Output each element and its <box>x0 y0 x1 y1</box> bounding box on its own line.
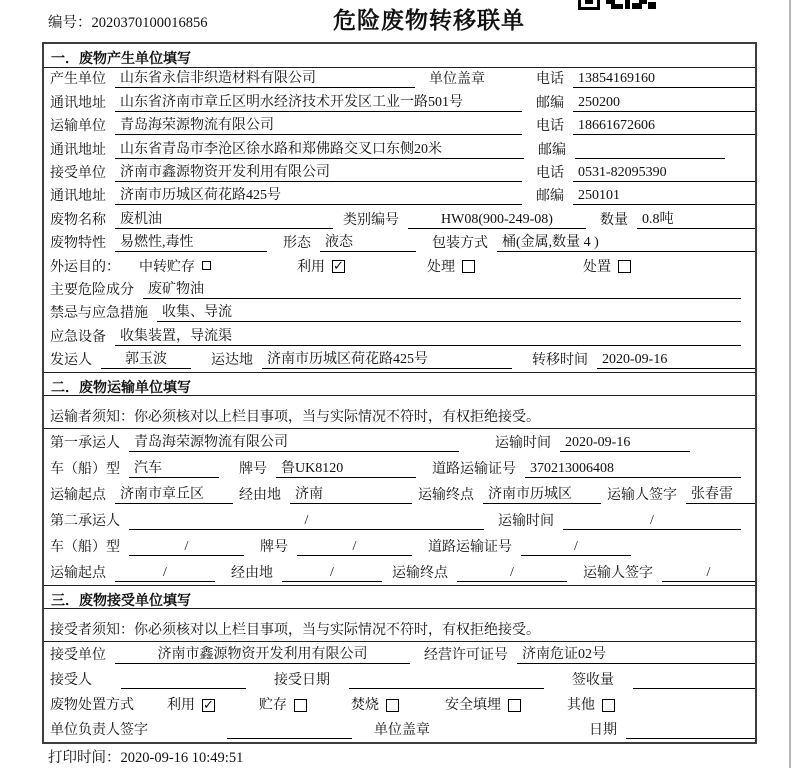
producer-zip-value: 250200 <box>573 95 755 112</box>
field-label: 接受单位 <box>50 165 106 181</box>
field-label: 车（船）型 <box>50 540 120 556</box>
checkbox-label: 处置 <box>583 259 611 275</box>
receiver-phone-value: 0531-82095390 <box>573 165 755 182</box>
field-label: 经营许可证号 <box>424 648 508 664</box>
vehicle-type2-value: / <box>129 539 244 556</box>
form-row-emergency-equipment <box>44 325 755 348</box>
form-row-vehicle-2 <box>44 533 755 559</box>
section-transporter <box>44 372 755 585</box>
disposal-option-storage <box>259 694 307 714</box>
purpose-option-utilize <box>297 256 345 276</box>
receiver-unit-value: 济南市鑫源物资开发利用有限公司 <box>115 161 522 182</box>
shipper-name-value: 郭玉波 <box>101 348 191 369</box>
plate-number-value: 鲁UK8120 <box>276 457 416 478</box>
purpose-option-dispose <box>583 256 631 276</box>
receiver-address-value: 济南市历城区荷花路425号 <box>115 184 522 205</box>
serial-label: 编号： <box>48 15 92 31</box>
vehicle-type-value: 汽车 <box>129 457 219 478</box>
disposal-option-utilize <box>167 694 215 714</box>
producer-address-value: 山东省济南市章丘区明水经济技术开发区工业一路501号 <box>115 91 522 112</box>
carrier-signature-value: 张春雷 <box>686 483 755 504</box>
checkbox-label: 利用 <box>297 259 325 275</box>
section3-header: 三．废物接受单位填写 <box>44 585 755 609</box>
manifest-table <box>42 42 757 744</box>
signed-quantity-value <box>633 688 755 689</box>
field-label: 牌号 <box>260 540 288 556</box>
checkbox-unchecked <box>618 260 631 273</box>
field-label: 废物处置方式 <box>50 698 134 714</box>
form-row-second-carrier <box>44 507 755 533</box>
field-label: 电话 <box>536 165 564 181</box>
checkbox-checked: ✓ <box>203 697 214 713</box>
form-row-waste-name <box>44 208 755 231</box>
waste-quantity-value: 0.8吨 <box>637 208 755 229</box>
field-label: 邮编 <box>536 95 564 111</box>
field-label: 电话 <box>536 72 564 88</box>
form-row-producer-unit <box>44 68 755 91</box>
qr-code-fragment-icon <box>578 0 656 10</box>
plate-number2-value: / <box>297 539 412 556</box>
field-label: 接受日期 <box>274 673 330 689</box>
section2-header: 二．废物运输单位填写 <box>44 372 755 396</box>
transport-date2-value: / <box>563 513 741 530</box>
field-label: 运输时间 <box>498 514 554 530</box>
field-label: 外运目的： <box>50 259 120 275</box>
checkbox-label: 贮存 <box>259 698 287 714</box>
checkbox-unchecked <box>602 699 615 712</box>
section-receiver <box>44 585 755 742</box>
destination-value: 济南市历城区荷花路425号 <box>262 348 512 369</box>
field-label: 运输人签字 <box>583 566 653 582</box>
road-transport-permit2-value: / <box>521 539 631 556</box>
form-row-first-carrier <box>44 429 755 455</box>
form-row-receiver-unit <box>44 162 755 185</box>
field-label: 运输终点 <box>418 488 474 504</box>
purpose-option-treat <box>427 256 475 276</box>
section-producer <box>44 44 755 372</box>
form-row-receiving-unit <box>44 642 755 667</box>
field-label: 转移时间 <box>532 353 588 369</box>
form-row-shipper <box>44 349 755 372</box>
section1-header: 一．废物产生单位填写 <box>44 44 755 68</box>
checkbox-unchecked <box>294 699 307 712</box>
route-end-value: 济南市历城区 <box>483 483 601 504</box>
disposal-option-incinerate <box>351 694 399 714</box>
checkbox-unchecked <box>386 699 399 712</box>
disposal-option-other <box>567 694 615 714</box>
field-label: 电话 <box>536 119 564 135</box>
field-label: 邮编 <box>536 189 564 205</box>
field-label: 禁忌与应急措施 <box>50 306 148 322</box>
serial-value: 2020370100016856 <box>91 15 208 31</box>
page-edge-line <box>789 0 791 768</box>
field-label: 运输时间 <box>495 436 551 452</box>
unit-seal-label: 单位盖章 <box>429 72 485 88</box>
license-number-value: 济南危证02号 <box>517 643 755 664</box>
transport-phone-value: 18661672606 <box>573 118 755 135</box>
waste-characteristics-value: 易燃性,毒性 <box>115 231 267 252</box>
form-row-transport-address <box>44 138 755 161</box>
waste-form-value: 液态 <box>320 231 416 252</box>
field-label: 第二承运人 <box>50 514 120 530</box>
field-label: 经由地 <box>239 488 281 504</box>
route-end2-value: / <box>457 565 567 582</box>
form-row-receiver-person <box>44 667 755 692</box>
unit-seal-label: 单位盖章 <box>374 723 430 739</box>
checkbox-label: 利用 <box>167 698 195 714</box>
producer-unit-value: 山东省永信非织造材料有限公司 <box>115 67 415 88</box>
checkbox-label: 处理 <box>427 259 455 275</box>
receive-date-value <box>349 688 544 689</box>
transport-address-value: 山东省青岛市李沧区徐水路和郑佛路交叉口东侧20米 <box>115 138 524 159</box>
form-row-transfer-purpose <box>44 255 755 278</box>
road-transport-permit-value: 370213006408 <box>525 461 741 478</box>
receiver-zip-value: 250101 <box>573 188 755 205</box>
print-time-label: 打印时间： <box>48 750 121 766</box>
transfer-date-value: 2020-09-16 <box>597 352 755 369</box>
field-label: 通讯地址 <box>50 142 106 158</box>
field-label: 形态 <box>283 236 311 252</box>
field-label: 日期 <box>589 723 617 739</box>
checkbox-unchecked <box>508 699 521 712</box>
transporter-notice: 运输者须知：你必须核对以上栏目事项，当与实际情况不符时，有权拒绝接受。 <box>44 396 755 429</box>
transport-date-value: 2020-09-16 <box>560 435 690 452</box>
first-carrier-value: 青岛海荣源物流有限公司 <box>129 431 459 452</box>
field-label: 类别编号 <box>343 212 399 228</box>
field-label: 通讯地址 <box>50 189 106 205</box>
route-via2-value: / <box>282 565 382 582</box>
receiving-unit-value: 济南市鑫源物资开发利用有限公司 <box>115 643 410 664</box>
form-row-producer-address <box>44 91 755 114</box>
checkbox-label: 安全填埋 <box>445 698 501 714</box>
field-label: 运输人签字 <box>607 488 677 504</box>
form-row-waste-traits <box>44 232 755 255</box>
receiver-person-value <box>121 688 246 689</box>
carrier-signature2-value: / <box>662 565 755 582</box>
form-row-route-2 <box>44 559 755 585</box>
field-label: 运输单位 <box>50 119 106 135</box>
print-time-value: 2020-09-16 10:49:51 <box>120 750 244 766</box>
form-row-route-1 <box>44 481 755 507</box>
field-label: 车（船）型 <box>50 462 120 478</box>
field-label: 发运人 <box>50 353 92 369</box>
checkbox-label: 其他 <box>567 698 595 714</box>
field-label: 数量 <box>600 212 628 228</box>
waste-category-code-value: HW08(900-249-08) <box>408 212 586 229</box>
form-row-disposal-method <box>44 692 755 717</box>
field-label: 接受人 <box>50 673 92 689</box>
field-label: 应急设备 <box>50 329 106 345</box>
print-time-line <box>48 746 243 767</box>
transport-zip-value <box>575 158 725 159</box>
emergency-measures-value: 收集、导流 <box>157 301 741 322</box>
emergency-equipment-value: 收集装置，导流渠 <box>115 325 741 346</box>
form-row-vehicle-1 <box>44 455 755 481</box>
field-label: 运输终点 <box>392 566 448 582</box>
form-row-emergency-measures <box>44 302 755 325</box>
form-row-transport-unit <box>44 115 755 138</box>
transport-unit-value: 青岛海荣源物流有限公司 <box>115 114 522 135</box>
second-carrier-value: / <box>129 513 484 530</box>
checkbox-label: 焚烧 <box>351 698 379 714</box>
route-origin-value: 济南市章丘区 <box>115 483 233 504</box>
checkbox-checked: ✓ <box>333 259 344 275</box>
field-label: 道路运输证号 <box>428 540 512 556</box>
field-label: 运输起点 <box>50 488 106 504</box>
purpose-option-transit-storage <box>139 256 211 276</box>
hazard-components-value: 废矿物油 <box>143 278 741 299</box>
producer-phone-value: 13854169160 <box>573 71 755 88</box>
field-label: 接受单位 <box>50 648 106 664</box>
field-label: 包装方式 <box>432 236 488 252</box>
field-label: 运达地 <box>211 353 253 369</box>
field-label: 经由地 <box>231 566 273 582</box>
field-label: 签收量 <box>572 673 614 689</box>
field-label: 通讯地址 <box>50 95 106 111</box>
field-label: 单位负责人签字 <box>50 723 148 739</box>
field-label: 第一承运人 <box>50 436 120 452</box>
checkbox-label: 中转贮存 <box>139 259 195 275</box>
field-label: 废物特性 <box>50 236 106 252</box>
receiver-notice: 接受者须知：你必须核对以上栏目事项，当与实际情况不符时，有权拒绝接受。 <box>44 609 755 642</box>
page-title: 危险废物转移联单 <box>333 8 525 33</box>
seal-date-value <box>626 738 755 739</box>
checkbox-unchecked <box>202 261 211 270</box>
route-origin2-value: / <box>115 565 215 582</box>
disposal-option-landfill <box>445 694 521 714</box>
route-via-value: 济南 <box>290 483 412 504</box>
field-label: 产生单位 <box>50 72 106 88</box>
waste-name-value: 废机油 <box>115 208 333 229</box>
field-label: 运输起点 <box>50 566 106 582</box>
responsible-signature-value <box>227 738 352 739</box>
form-row-responsible-signature <box>44 717 755 742</box>
serial-number-line <box>48 11 208 32</box>
packaging-value: 桶(金属,数量 4 ) <box>497 231 755 252</box>
form-row-receiver-address <box>44 185 755 208</box>
field-label: 邮编 <box>538 142 566 158</box>
form-row-hazard-components <box>44 279 755 302</box>
checkbox-unchecked <box>462 260 475 273</box>
field-label: 主要危险成分 <box>50 282 134 298</box>
field-label: 废物名称 <box>50 212 106 228</box>
field-label: 牌号 <box>239 462 267 478</box>
field-label: 道路运输证号 <box>432 462 516 478</box>
